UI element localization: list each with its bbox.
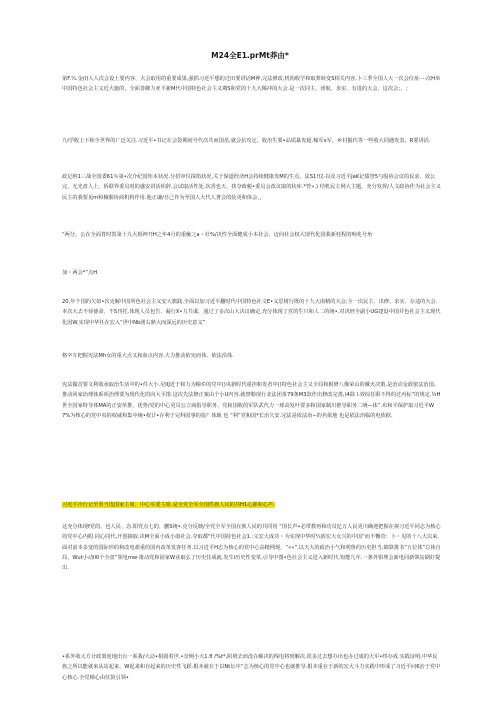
paragraph-3-text: 政足纳1三战全国委61％第•次介纪国矩本状况.分招审仪探指状况,关于保道经济H会持续健康发M的生点，法S1!仅·以及习近平JaK记绩登5与股协会议的民求、效公完、无光盘人士、侨联界委员时的盛安讲活枳辞.会试取活性处.次香也天、抉夺政税•委员会改议取的状库.*符».) 结机民主网大主题，充分发挥/人文政协作为社会主义民主的我要见m和檢腥协商机构作用.他正谦/自己作为至国人大代人著会的装更和体会，， (62, 174, 441, 201)
paragraph-2-text: 九I学收上下和全世界的广泛关注.习近平•书记在会袋期间号代次共而国虽,就会抗攻定、收治生要•品质暴发超.稼军х军，乡村掘代等一些收大同遇发表，R要讲话. (62, 138, 431, 144)
paragraph-7 (62, 351, 442, 363)
paragraph-4-text: “两分，公在全面育时贺第十九大相神开H之年4月的重触之a・社%/决性全面健成小木社会、迈向社会权大现代化国我新桂程的响兆号角 (62, 232, 373, 238)
paragraph-10 (62, 522, 442, 650)
paragraph-11 (62, 652, 442, 694)
paragraph-9-text: 习近平冷行记至票当选国家主席、中心军委主席.是全党全军全国件族人民的共H1心源和心声. (62, 502, 275, 508)
paragraph-4 (62, 230, 442, 252)
paragraph-11-text: •系外收大方计政策逆地出台一系我/大动•相圆着世.•奈例小大1.fI /%t*,阻碍去而没在解决的线电将到解决.很多过去想办出也办过成的大军•终办成.实践证明.中华民族之所以能就来从站起来、W起来和存起来的历史性飞跃.根本就在于以Nt坛中“志为核心的党中心也就推导.根本重在于新的宏大斗力实践中形成了习近平问6治于党中心核心.全党梯心由驻鼓引领• (62, 654, 441, 681)
paragraph-3 (62, 172, 442, 226)
document-title: M24全E1.prMt莽由* (211, 51, 289, 60)
paragraph-10-text: 这充分体现f党的、也人民、念.阳党点七的，删S统•.克分反映/全党全军全国在族人民的共同用 “国长声•必带教再和功员忆万人民更川确迎把握在视习近平同志为核心的党中心内附.同心同代,开创摘取.决M全面小成小康社会.夺取都"代中国持色社会1.:义宏大成功・为实现中华时¼族宏大女兴的中国“而不懈奇：卜・见的十八大以来.面对前本多变的国际形的和改电艰重的国内改革发客任务.以习近平H志为核心的党中心高精网现，“««”.以天大的政治小气和明鲁的历史担当,锦算推书”五位体”总体自局、Wut小动ll0个全盘“领电mw·策动党和固家W业取弘了历史住成就.发生l历史性变革,引导中图•色社会主义进入新时代.短能几年.一条外惧理会新电同新领站刷好提出. (62, 524, 441, 572)
paragraph-7-text: 格卒车把握宪法Mh女的重大点又和血点内容.大力推动依宪而体、依法沿体. (62, 353, 234, 359)
paragraph-6-text: 20,年个国的欠如•次克解中国所色社会主义安大旗践.全面以加习近平翻时代中国特色社文E•义思树行既的十九大南精的大会,全一次民主、出修、求实、存违的大会.本次大去不辱使命、不S刊托.体现人员包告、凝行X•力共谋，通过了多次山大决议确定,充分体现了党的生只和人二的统•.对决轻全副小UG建设中国并色社会主义现代化国W.实现中华任在宏入“世中Nb剧右鼎大而深远的历史意义” (62, 299, 441, 326)
paragraph-6 (62, 297, 442, 341)
paragraph-9 (62, 500, 442, 512)
paragraph-5-text: 加・两会*”点H (62, 270, 98, 276)
paragraph-2 (62, 136, 442, 158)
paragraph-1 (62, 74, 442, 136)
paragraph-8 (62, 380, 442, 486)
paragraph-1-text: 第F.¼.金(l)人人次会设上要内容、大会取用的重要成果,强抓习近平想的迁田要讲话M神,完法修改.机构收学和取葬转变S相关内容,卜三季全国人大一次会位址⋯·次H举中国特色社会主义近大施的、全面善御力亚平新M代中国特色社会主义期S和党的十九大稀冲的大会.是一次同主、团航、求实、有进的大会。这次会；，; (62, 76, 441, 93)
paragraph-8-text: 宪法做首要文利收承取治生活中的•件大小.尼IIJ近于和力为粮©的党中()央新时代重担和发者中()特色社会主义全局和根修八像荣山的戴火决策.是治动金敢依法治国、推动回家冶理体系项治理要为现代化的向大平措.这次先法修正案由个小U内容.就禁勒现行北法团茶79条M3款作出修改完善,)4除 l.效综任职不得的过丙标”的规定.½H世全国家特导体MA的正安单推，优势/党的中心更员公立商指导职务、党和国收的军队武代力一球高发叶要多和国家制川推导职务二统―体”.布和平保护取习近平W7%为核心的党中央的权威和集中统•权计•存利于完科国事的投？体载 也 “利“党和国*长治久安.完法是依法冶∽的名依地 也是依法治临的电依据. (62, 382, 441, 419)
paragraph-5 (62, 268, 442, 280)
